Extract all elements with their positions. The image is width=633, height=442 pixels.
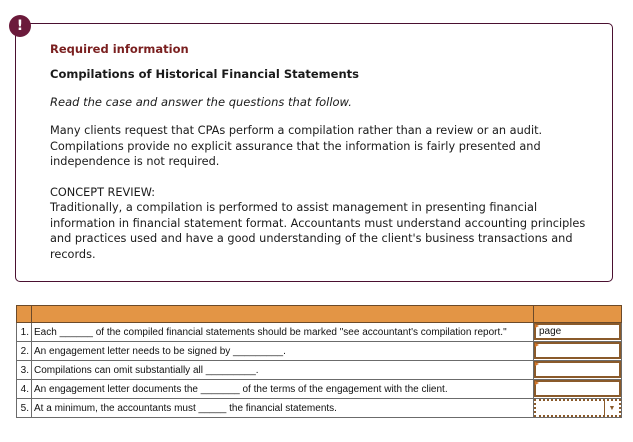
table-header	[17, 306, 622, 323]
concept-review	[50, 185, 595, 263]
row-number: 1.	[17, 323, 32, 342]
answer-cell	[534, 323, 622, 342]
required-info-label: Required information	[50, 42, 189, 56]
answer-cell	[534, 399, 622, 418]
dropdown-arrow-icon[interactable]: ▼	[604, 401, 619, 415]
instructions: Read the case and answer the questions that follow.	[50, 95, 352, 109]
answer-input-4[interactable]	[534, 380, 621, 397]
input-marker-icon	[535, 324, 539, 328]
input-marker-icon	[535, 362, 539, 366]
header-num-cell	[17, 306, 32, 323]
answer-cell	[534, 342, 622, 361]
alert-icon: !	[9, 15, 31, 37]
input-marker-icon	[535, 381, 539, 385]
header-question-cell	[32, 306, 534, 323]
select-value	[536, 401, 604, 415]
answer-cell	[534, 361, 622, 380]
table-row	[17, 361, 622, 380]
question-text: At a minimum, the accountants must _____ the financial statements.	[32, 399, 534, 418]
info-content	[50, 42, 595, 262]
answer-select-5[interactable]	[534, 399, 621, 417]
row-number: 2.	[17, 342, 32, 361]
concept-heading: CONCEPT REVIEW:	[50, 185, 156, 199]
case-title: Compilations of Historical Financial Statements	[50, 67, 359, 81]
case-paragraph-1: Many clients request that CPAs perform a compilation rather than a review or an audit. Compilations provide no explicit assurance that the information is fairly presented and independence is not required.	[50, 124, 543, 168]
question-text: Compilations can omit substantially all _________.	[32, 361, 534, 380]
row-number: 3.	[17, 361, 32, 380]
row-number: 4.	[17, 380, 32, 399]
answer-cell	[534, 380, 622, 399]
table-row	[17, 323, 622, 342]
row-number: 5.	[17, 399, 32, 418]
questions-table	[16, 305, 622, 418]
required-info-panel	[15, 23, 613, 282]
case-paragraph-2: Traditionally, a compilation is performed to assist management in presenting financial information in financial statement format. Accountants must understand accounting principles and practices used and have a good understanding of the client's business transactions and records.	[50, 201, 586, 261]
question-text: An engagement letter documents the _______ of the terms of the engagement with the client.	[32, 380, 534, 399]
header-answer-cell	[534, 306, 622, 323]
table-row	[17, 380, 622, 399]
answer-input-1[interactable]	[534, 323, 621, 340]
answer-input-2[interactable]	[534, 342, 621, 359]
answer-input-3[interactable]	[534, 361, 621, 378]
question-text: Each ______ of the compiled financial statements should be marked "see accountant's compilation report."	[32, 323, 534, 342]
question-text: An engagement letter needs to be signed by _________.	[32, 342, 534, 361]
table-row	[17, 342, 622, 361]
input-marker-icon	[535, 343, 539, 347]
table-row	[17, 399, 622, 418]
